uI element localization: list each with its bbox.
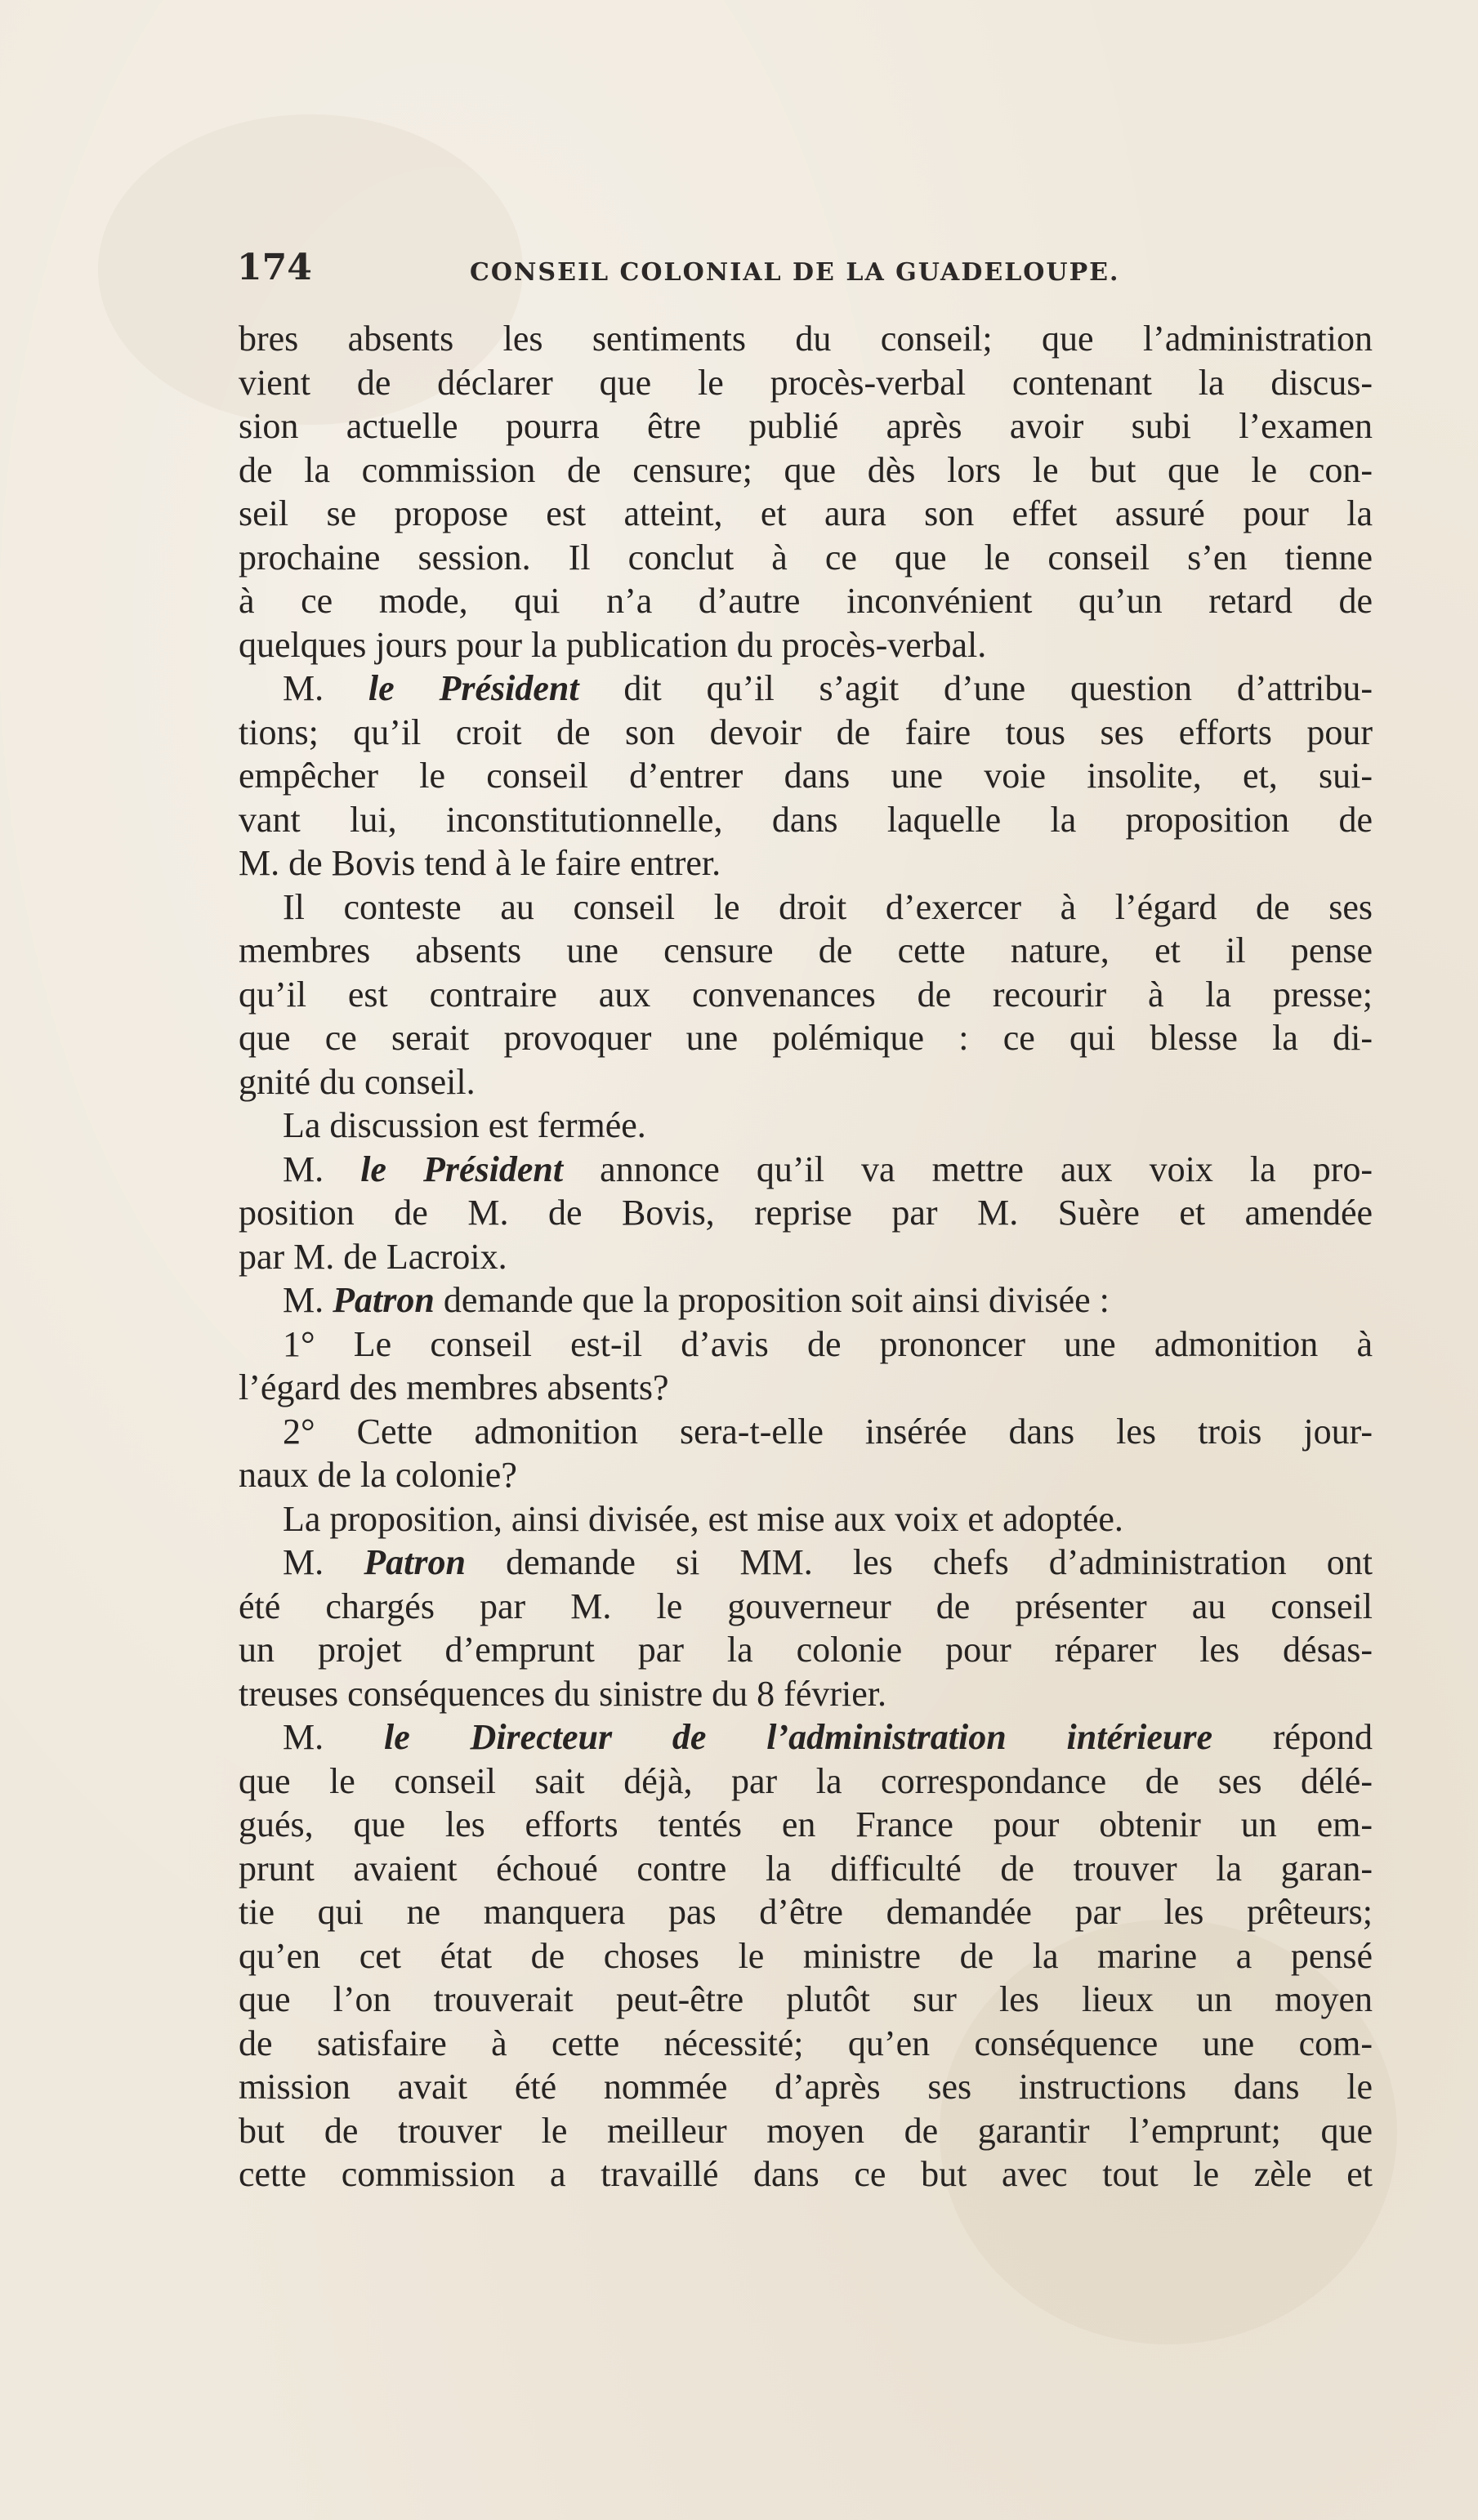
text-line: M. le Directeur de l’administration intérieure répond — [283, 1717, 1373, 1757]
text-line: que ce serait provoquer une polémique : ce qui blesse la di- — [239, 1018, 1373, 1058]
text-line: empêcher le conseil d’entrer dans une voie insolite, et, sui- — [239, 756, 1373, 796]
speaker-name: Patron — [364, 1542, 466, 1582]
text-line: été chargés par M. le gouverneur de présenter au conseil — [239, 1586, 1373, 1626]
text-line: sion actuelle pourra être publié après avoir subi l’examen — [239, 406, 1373, 446]
text-line: prunt avaient échoué contre la difficulté de trouver la garan- — [239, 1848, 1373, 1889]
text-line: qu’il est contraire aux convenances de recourir à la presse; — [239, 974, 1373, 1015]
text-line: bres absents les sentiments du conseil; que l’administration — [239, 319, 1373, 359]
text-line: seil se propose est atteint, et aura son effet assuré pour la — [239, 493, 1373, 533]
text-line: mission avait été nommée d’après ses instructions dans le — [239, 2067, 1373, 2107]
text-line: treuses conséquences du sinistre du 8 février. — [239, 1673, 886, 1714]
text-line: que l’on trouverait peut-être plutôt sur les lieux un moyen — [239, 1979, 1373, 2019]
text-line: gnité du conseil. — [239, 1061, 476, 1102]
text-line: position de M. de Bovis, reprise par M. Suère et amendée — [239, 1193, 1373, 1233]
text-line: 1° Le conseil est-il d’avis de prononcer une admonition à — [283, 1323, 1373, 1364]
text-line: que le conseil sait déjà, par la correspondance de ses délé- — [239, 1760, 1373, 1801]
text-line: M. de Bovis tend à le faire entrer. — [239, 843, 721, 883]
text-line: Il conteste au conseil le droit d’exercer à l’égard de ses — [283, 886, 1373, 927]
text-line: l’égard des membres absents? — [239, 1367, 669, 1407]
text-line: cette commission a travaillé dans ce but avec tout le zèle et — [239, 2154, 1373, 2194]
text-line: tions; qu’il croit de son devoir de faire tous ses efforts pour — [239, 711, 1373, 752]
text-line: vant lui, inconstitutionnelle, dans laquelle la proposition de — [239, 799, 1373, 840]
text-line: M. Patron demande que la proposition soit ainsi divisée : — [283, 1280, 1110, 1320]
text-line: membres absents une censure de cette nature, et il pense — [239, 930, 1373, 970]
text-line: prochaine session. Il conclut à ce que le conseil s’en tienne — [239, 537, 1373, 578]
text-line: 2° Cette admonition sera-t-elle insérée dans les trois jour- — [283, 1411, 1373, 1452]
speaker-name: le Président — [360, 1148, 564, 1189]
text-line: quelques jours pour la publication du procès-verbal. — [239, 624, 987, 665]
text-line: de la commission de censure; que dès lors le but que le con- — [239, 449, 1373, 490]
text-line: M. le Président dit qu’il s’agit d’une question d’attribu- — [283, 668, 1373, 708]
text-line: à ce mode, qui n’a d’autre inconvénient qu’un retard de — [239, 581, 1373, 621]
speaker-name: Patron — [333, 1280, 435, 1320]
page-number: 174 — [237, 247, 312, 288]
text-line: tie qui ne manquera pas d’être demandée par les prêteurs; — [239, 1892, 1373, 1932]
text-line: but de trouver le meilleur moyen de garantir l’emprunt; que — [239, 2110, 1373, 2151]
body-text — [239, 317, 1373, 2197]
text-line: La proposition, ainsi divisée, est mise aux voix et adoptée. — [283, 1498, 1123, 1539]
text-line: un projet d’emprunt par la colonie pour réparer les désas- — [239, 1630, 1373, 1670]
running-title: CONSEIL COLONIAL DE LA GUADELOUPE. — [470, 258, 1120, 287]
text-line: naux de la colonie? — [239, 1455, 517, 1495]
text-line: M. Patron demande si MM. les chefs d’administration ont — [283, 1542, 1373, 1582]
text-line: de satisfaire à cette nécessité; qu’en conséquence une com- — [239, 2023, 1373, 2063]
text-line: qu’en cet état de choses le ministre de la marine a pensé — [239, 1935, 1373, 1976]
text-line: gués, que les efforts tentés en France pour obtenir un em- — [239, 1804, 1373, 1844]
speaker-name: le Président — [368, 668, 579, 708]
text-line: par M. de Lacroix. — [239, 1236, 507, 1277]
text-line: La discussion est fermée. — [283, 1105, 646, 1145]
text-line: vient de déclarer que le procès-verbal contenant la discus- — [239, 362, 1373, 403]
page-header — [237, 247, 1373, 296]
speaker-name: le Directeur de l’administration intérieure — [383, 1717, 1212, 1757]
text-line: M. le Président annonce qu’il va mettre aux voix la pro- — [283, 1148, 1373, 1189]
